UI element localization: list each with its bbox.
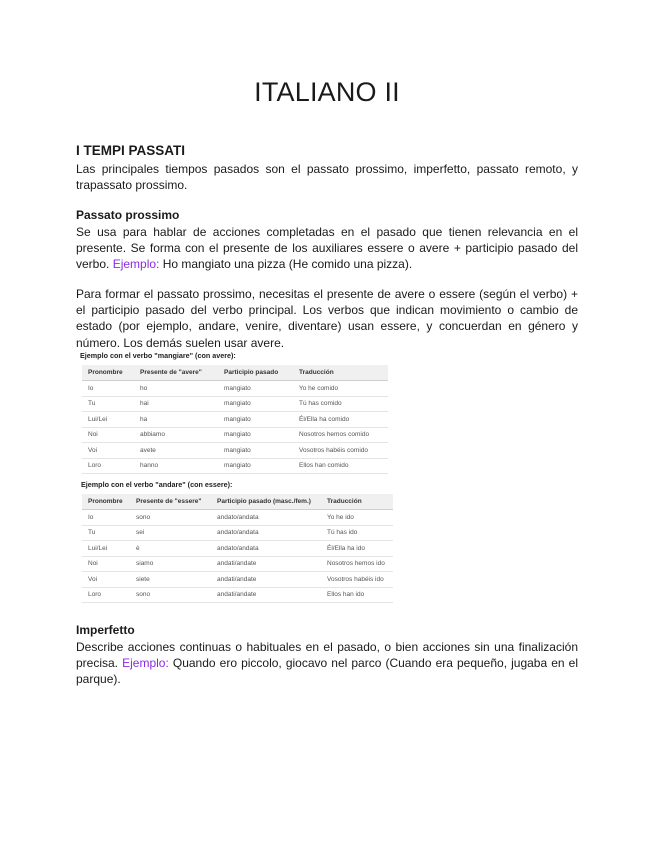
- table-cell: andato/andata: [211, 510, 321, 526]
- subheading-passato-prossimo: Passato prossimo: [76, 208, 180, 222]
- table-cell: Loro: [82, 458, 134, 474]
- example-label: Ejemplo:: [112, 257, 160, 272]
- table-row: [82, 427, 388, 443]
- table-cell: sono: [130, 510, 211, 526]
- table-cell: Nosotros hemos ido: [321, 556, 393, 572]
- table-cell: Ellos han ido: [321, 587, 393, 603]
- passato-definition-text: Se usa para hablar de acciones completadas en el pasado que tienen relevancia en el presente. Se forma con el presente de los auxiliares essere o avere + participio pasado del verbo.: [76, 225, 578, 272]
- table1-caption: Ejemplo con el verbo "mangiare" (con avere):: [80, 351, 236, 360]
- intro-paragraph: Las principales tiempos pasados son el passato prossimo, imperfetto, passato remoto, y trapassato prossimo.: [76, 162, 578, 193]
- avere-conjugation-table: [82, 365, 388, 474]
- table-cell: avete: [134, 443, 218, 459]
- table-cell: Ellos han comido: [293, 458, 388, 474]
- imperfetto-paragraph: [76, 639, 578, 688]
- table-cell: abbiamo: [134, 427, 218, 443]
- table-row: [82, 572, 393, 588]
- table-cell: Él/Ella ha comido: [293, 412, 388, 428]
- table-cell: Noi: [82, 556, 130, 572]
- subheading-imperfetto: Imperfetto: [76, 623, 135, 637]
- table-cell: Voi: [82, 443, 134, 459]
- table-cell: Lui/Lei: [82, 541, 130, 557]
- table-header-row: [82, 365, 388, 381]
- table-cell: Vosotros habéis comido: [293, 443, 388, 459]
- document-title: ITALIANO II: [254, 77, 400, 107]
- table-row: [82, 381, 388, 397]
- table-cell: ho: [134, 381, 218, 397]
- table-cell: Io: [82, 510, 130, 526]
- essere-conjugation-table: [82, 494, 393, 603]
- table-cell: andati/andate: [211, 556, 321, 572]
- column-header: Presente de "essere": [130, 494, 211, 510]
- imperfetto-definition-text: Describe acciones continuas o habituales en el pasado, o bien acciones sin una finalización precisa.: [76, 640, 578, 671]
- table-cell: è: [130, 541, 211, 557]
- column-header: Participio pasado: [218, 365, 293, 381]
- table-cell: Yo he comido: [293, 381, 388, 397]
- table-cell: Tú has ido: [321, 525, 393, 541]
- table-cell: mangiato: [218, 443, 293, 459]
- column-header: Pronombre: [82, 365, 134, 381]
- section-heading-tempi-passati: I TEMPI PASSATI: [76, 143, 186, 158]
- imperfetto-example-text: Quando ero piccolo, giocavo nel parco (Cuando era pequeño, jugaba en el parque).: [76, 656, 578, 687]
- table-cell: mangiato: [218, 381, 293, 397]
- table-row: [82, 541, 393, 557]
- table-cell: ha: [134, 412, 218, 428]
- table-cell: siete: [130, 572, 211, 588]
- table-row: [82, 443, 388, 459]
- table-cell: Noi: [82, 427, 134, 443]
- column-header: Traducción: [321, 494, 393, 510]
- table-cell: sei: [130, 525, 211, 541]
- table-cell: siamo: [130, 556, 211, 572]
- table-cell: hai: [134, 396, 218, 412]
- table-cell: sono: [130, 587, 211, 603]
- table-cell: mangiato: [218, 396, 293, 412]
- passato-example-text: Ho mangiato una pizza (He comido una pizza).: [159, 257, 413, 272]
- table-cell: hanno: [134, 458, 218, 474]
- passato-formation-paragraph: Para formar el passato prossimo, necesitas el presente de avere o essere (según el verbo) + el participio pasado del verbo principal. Los verbos que indican movimiento o cambio de estado (por ejemplo, andare, venire, diventare) usan essere, y concuerdan en género y número. Los demás suelen usar avere.: [76, 287, 578, 350]
- example-label: Ejemplo:: [122, 656, 169, 671]
- passato-definition-paragraph: [76, 224, 578, 273]
- table-cell: Tu: [82, 396, 134, 412]
- table-cell: mangiato: [218, 458, 293, 474]
- table-cell: mangiato: [218, 427, 293, 443]
- table-cell: Io: [82, 381, 134, 397]
- table-row: [82, 396, 388, 412]
- table-row: [82, 587, 393, 603]
- table-cell: Vosotros habéis ido: [321, 572, 393, 588]
- table-cell: Nosotros hemos comido: [293, 427, 388, 443]
- table-row: [82, 510, 393, 526]
- table-cell: Tu: [82, 525, 130, 541]
- table-row: [82, 556, 393, 572]
- table-cell: mangiato: [218, 412, 293, 428]
- table-cell: andati/andate: [211, 587, 321, 603]
- table-row: [82, 412, 388, 428]
- table-row: [82, 525, 393, 541]
- table-cell: Lui/Lei: [82, 412, 134, 428]
- table-cell: Voi: [82, 572, 130, 588]
- table-cell: andato/andata: [211, 525, 321, 541]
- column-header: Pronombre: [82, 494, 130, 510]
- table-header-row: [82, 494, 393, 510]
- table-cell: Él/Ella ha ido: [321, 541, 393, 557]
- table2-caption: Ejemplo con el verbo "andare" (con essere):: [81, 480, 233, 489]
- column-header: Presente de "avere": [134, 365, 218, 381]
- table-row: [82, 458, 388, 474]
- column-header: Participio pasado (masc./fem.): [211, 494, 321, 510]
- table-cell: andato/andata: [211, 541, 321, 557]
- column-header: Traducción: [293, 365, 388, 381]
- table-cell: Yo he ido: [321, 510, 393, 526]
- table-cell: Loro: [82, 587, 130, 603]
- table-cell: Tú has comido: [293, 396, 388, 412]
- table-cell: andati/andate: [211, 572, 321, 588]
